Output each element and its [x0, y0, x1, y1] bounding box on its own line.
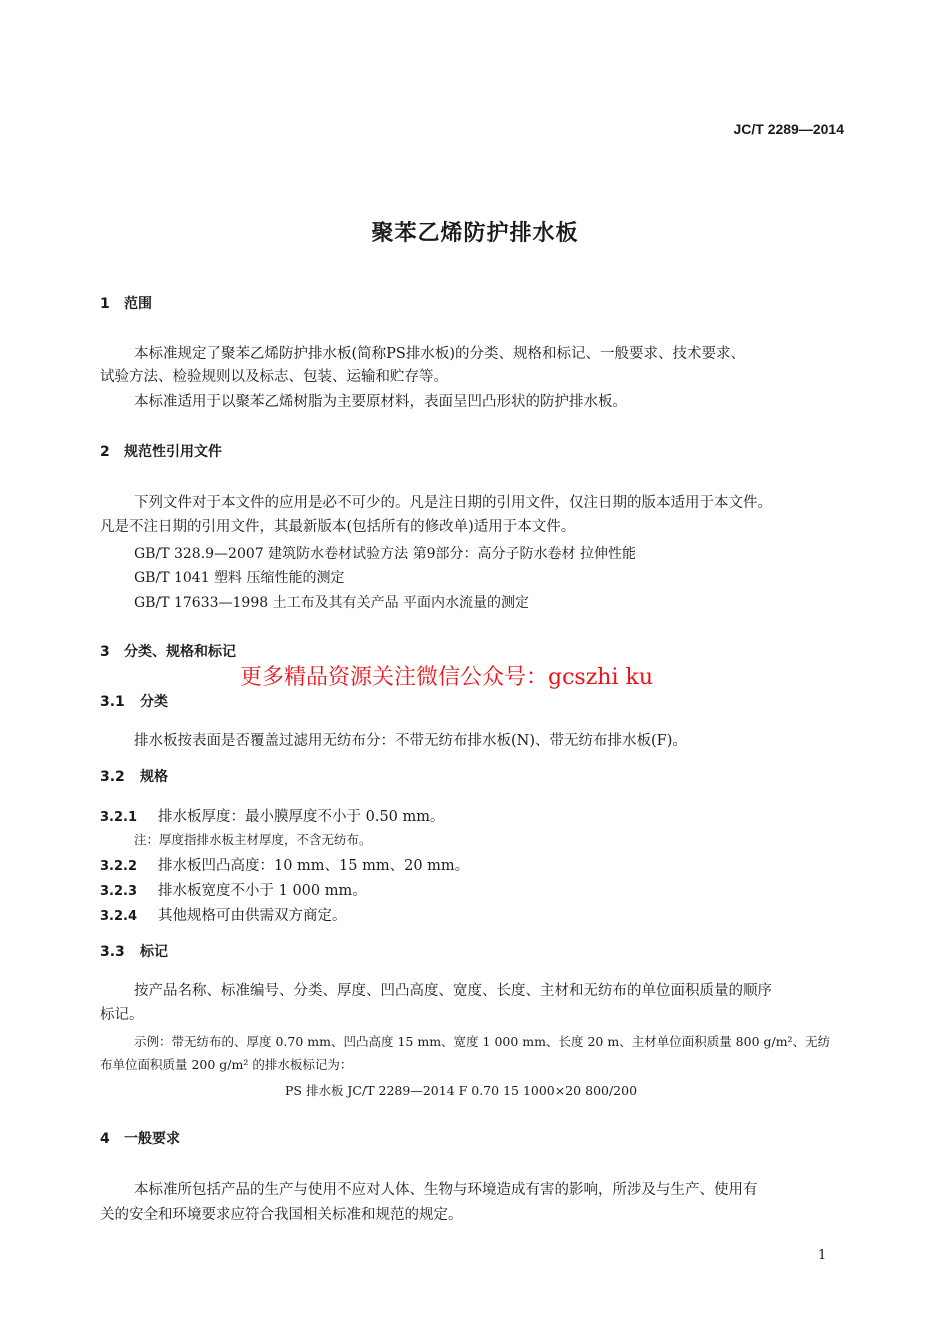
section-3-1-heading: [100, 691, 168, 711]
section-1-heading: [100, 293, 152, 313]
section-title: 标记: [140, 944, 168, 960]
clause-text: 排水板宽度不小于 1 000 mm。: [158, 883, 367, 899]
section-number: 2: [100, 444, 110, 460]
section-title: 范围: [124, 296, 152, 312]
section-3-1-text: 排水板按表面是否覆盖过滤用无纺布分：不带无纺布排水板(N)、带无纺布排水板(F)。: [134, 733, 687, 749]
section-number: 3: [100, 644, 110, 660]
marking-example: PS 排水板 JC/T 2289—2014 F 0.70 15 1000×20 800/200: [285, 1083, 638, 1098]
section-1-para1-line1: 本标准规定了聚苯乙烯防护排水板(简称PS排水板)的分类、规格和标记、一般要求、技术要求、: [134, 346, 745, 362]
clause-text: 排水板厚度：最小膜厚度不小于 0.50 mm。: [158, 809, 445, 825]
page-number: 1: [818, 1248, 827, 1263]
section-3-heading: [100, 641, 236, 661]
example-line2: 布单位面积质量 200 g/m² 的排水板标记为：: [100, 1057, 353, 1072]
reference-item: GB/T 328.9—2007 建筑防水卷材试验方法 第9部分：高分子防水卷材 拉伸性能: [134, 546, 636, 562]
clause-number: 3.2.3: [100, 884, 138, 899]
clause-number: 3.2.1: [100, 810, 138, 825]
section-2-para-line2: 凡是不注日期的引用文件，其最新版本(包括所有的修改单)适用于本文件。: [100, 519, 576, 535]
section-3-3-heading: [100, 941, 168, 961]
section-3-3-para-line1: 按产品名称、标准编号、分类、厚度、凹凸高度、宽度、长度、主材和无纺布的单位面积质量的顺序: [134, 983, 772, 999]
example-line1: 示例：带无纺布的、厚度 0.70 mm、凹凸高度 15 mm、宽度 1 000 mm、长度 20 m、主材单位面积质量 800 g/m²、无纺: [134, 1034, 831, 1049]
clause-number: 3.2.4: [100, 909, 138, 924]
clause-3-2-1: [100, 805, 445, 826]
section-number: 4: [100, 1131, 110, 1147]
watermark-text: 更多精品资源关注微信公众号：gcszhi ku: [240, 665, 653, 690]
section-title: 规范性引用文件: [124, 444, 222, 460]
clause-number: 3.2.2: [100, 859, 138, 874]
section-2-para-line1: 下列文件对于本文件的应用是必不可少的。凡是注日期的引用文件，仅注日期的版本适用于本文件。: [134, 495, 772, 511]
section-4-heading: [100, 1128, 180, 1148]
section-2-heading: [100, 441, 222, 461]
section-number: 3.2: [100, 769, 125, 785]
section-4-para-line2: 关的安全和环境要求应符合我国相关标准和规范的规定。: [100, 1207, 463, 1223]
section-title: 一般要求: [124, 1131, 180, 1147]
clause-3-2-2: [100, 854, 469, 875]
section-title: 规格: [140, 769, 168, 785]
section-1-para1-line2: 试验方法、检验规则以及标志、包装、运输和贮存等。: [100, 369, 448, 385]
section-number: 3.1: [100, 694, 125, 710]
section-title: 分类: [140, 694, 168, 710]
section-1-para2: 本标准适用于以聚苯乙烯树脂为主要原材料，表面呈凹凸形状的防护排水板。: [134, 394, 627, 410]
section-3-2-heading: [100, 766, 168, 786]
standard-number: JC/T 2289—2014: [733, 121, 844, 137]
reference-item: GB/T 17633—1998 土工布及其有关产品 平面内水流量的测定: [134, 595, 530, 611]
section-4-para-line1: 本标准所包括产品的生产与使用不应对人体、生物与环境造成有害的影响，所涉及与生产、使用有: [134, 1182, 758, 1198]
clause-text: 其他规格可由供需双方商定。: [158, 908, 347, 924]
note: 注：厚度指排水板主材厚度，不含无纺布。: [134, 832, 372, 847]
section-number: 1: [100, 296, 110, 312]
section-number: 3.3: [100, 944, 125, 960]
section-3-3-para-line2: 标记。: [100, 1007, 144, 1023]
clause-3-2-3: [100, 879, 367, 900]
document-title: 聚苯乙烯防护排水板: [371, 221, 579, 246]
clause-3-2-4: [100, 904, 347, 925]
clause-text: 排水板凹凸高度：10 mm、15 mm、20 mm。: [158, 858, 470, 874]
reference-item: GB/T 1041 塑料 压缩性能的测定: [134, 570, 345, 586]
section-title: 分类、规格和标记: [124, 644, 236, 660]
